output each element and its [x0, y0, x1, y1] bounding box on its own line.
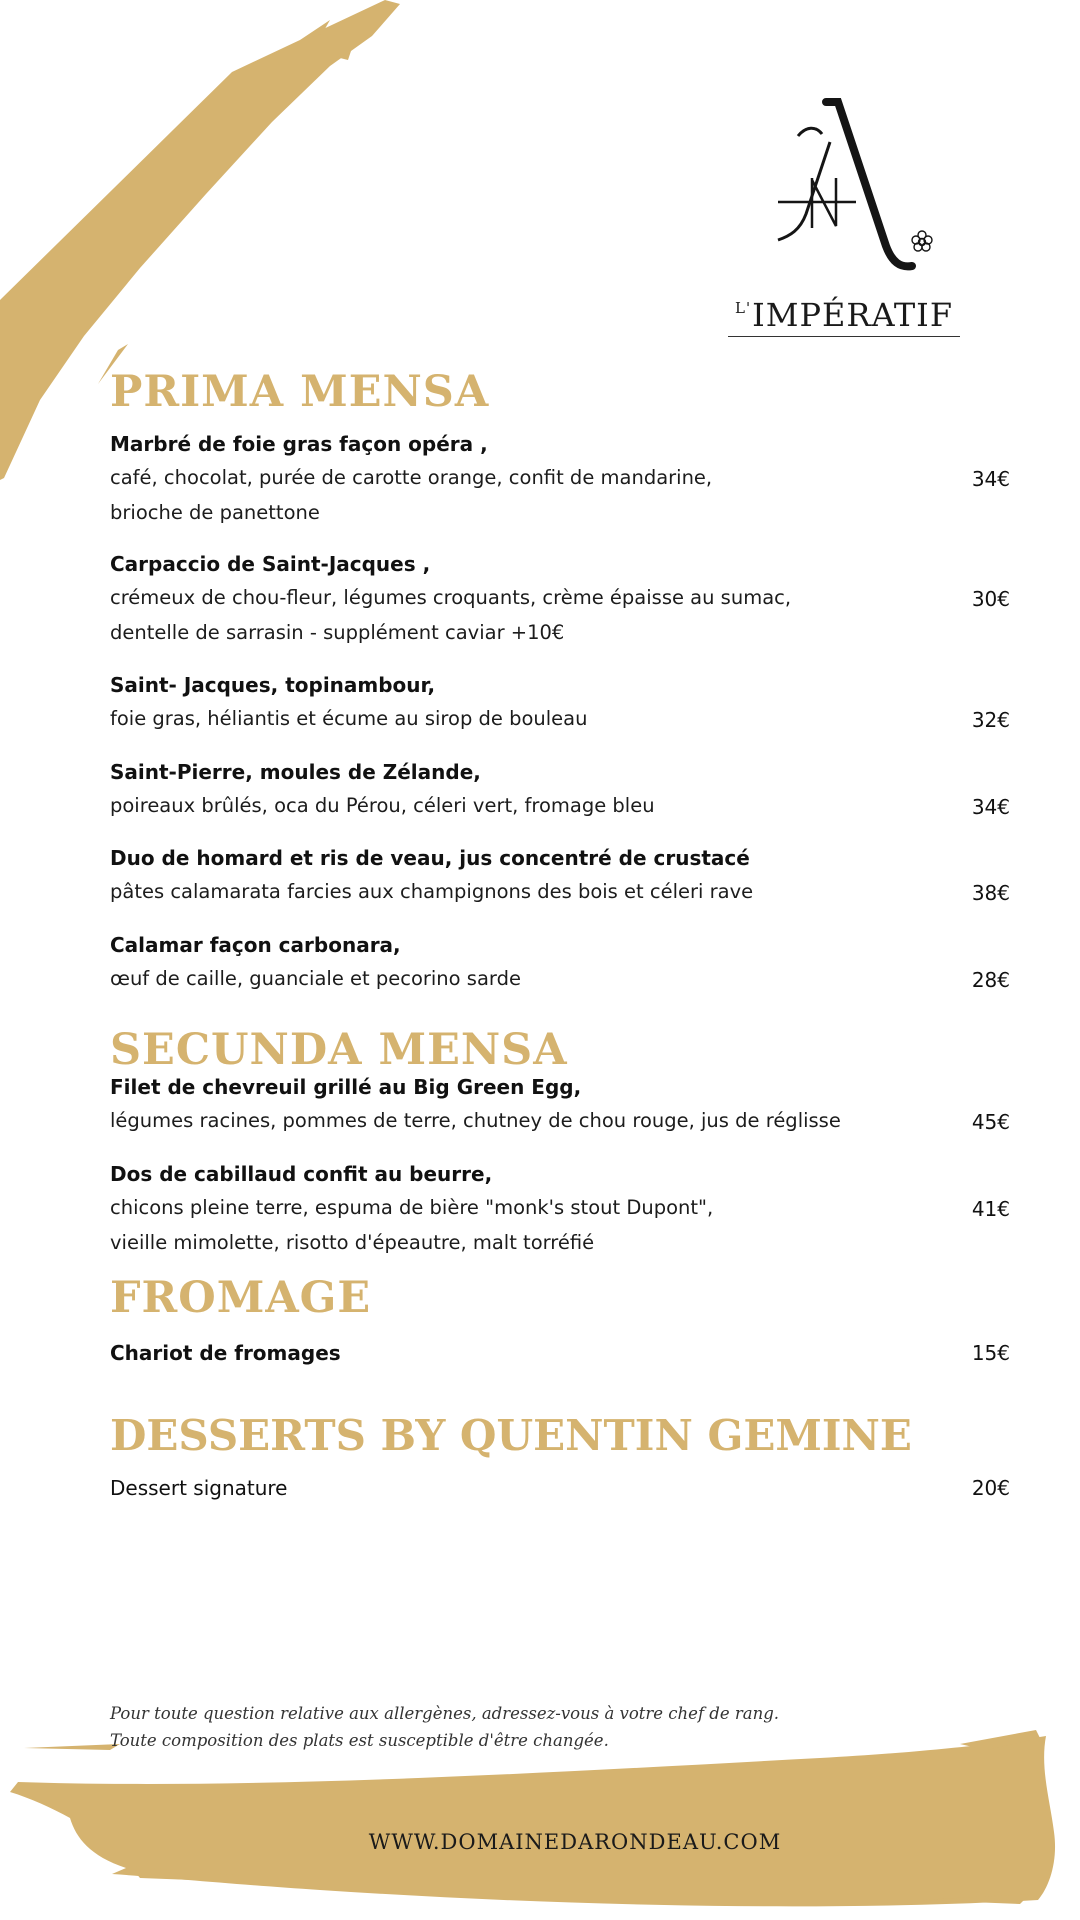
dish-description [110, 789, 1010, 824]
restaurant-logo [728, 96, 960, 348]
dish-description [110, 461, 1010, 530]
dish-price: 28€ [971, 968, 1010, 992]
dish-description [110, 702, 1010, 737]
desc-line: café, chocolat, purée de carotte orange, confit de mandarine, [110, 466, 713, 489]
dish-name-dessert-signature: Dessert signature [110, 1476, 288, 1500]
desc-line: légumes racines, pommes de terre, chutney de chou rouge, jus de réglisse [110, 1109, 841, 1132]
menu-item-carpaccio [110, 547, 1010, 650]
dish-name: Marbré de foie gras façon opéra , [110, 432, 488, 456]
wordmark-prefix: L' [734, 299, 752, 317]
section-title-desserts: DESSERTS BY QUENTIN GEMINE [110, 1411, 912, 1460]
website-link[interactable]: WWW.DOMAINEDARONDEAU.COM [368, 1830, 782, 1854]
note-line: Toute composition des plats est susceptible d'être changée. [110, 1731, 609, 1750]
desc-line: chicons pleine terre, espuma de bière "monk's stout Dupont", [110, 1196, 714, 1219]
dish-description [110, 962, 1010, 997]
wordmark-underline [728, 336, 960, 337]
dish-name: Dos de cabillaud confit au beurre, [110, 1162, 493, 1186]
menu-item-marbre [110, 427, 1010, 530]
dish-name-chariot-de-fromages: Chariot de fromages [110, 1341, 341, 1365]
dish-name: Calamar façon carbonara, [110, 933, 401, 957]
allergen-note [110, 1700, 810, 1754]
menu-item-saint-jacques [110, 668, 1010, 737]
dish-name: Filet de chevreuil grillé au Big Green Egg, [110, 1075, 582, 1099]
brush-stroke-bottom [10, 1736, 1055, 1906]
dish-name: Duo de homard et ris de veau, jus concentré de crustacé [110, 846, 750, 870]
desc-line: poireaux brûlés, oca du Pérou, céleri vert, fromage bleu [110, 794, 655, 817]
flower-icon [912, 231, 932, 251]
desc-line: pâtes calamarata farcies aux champignons des bois et céleri rave [110, 880, 754, 903]
desc-line: œuf de caille, guanciale et pecorino sarde [110, 967, 521, 990]
section-title-secunda-mensa: SECUNDA MENSA [110, 1025, 568, 1075]
dish-name: Saint-Pierre, moules de Zélande, [110, 760, 481, 784]
desc-line: crémeux de chou-fleur, légumes croquants, crème épaisse au sumac, [110, 586, 792, 609]
dish-description [110, 1104, 1010, 1139]
wordmark-text: IMPÉRATIF [752, 296, 954, 334]
wordmark [732, 296, 956, 334]
dish-price: 45€ [971, 1110, 1010, 1134]
dish-price: 34€ [971, 467, 1010, 491]
dish-price: 34€ [971, 795, 1010, 819]
menu-item-cabillaud [110, 1157, 1010, 1260]
dish-name: Carpaccio de Saint-Jacques , [110, 552, 431, 576]
desc-line: brioche de panettone [110, 500, 320, 524]
note-line: Pour toute question relative aux allergènes, adressez-vous à votre chef de rang. [110, 1704, 780, 1723]
dish-name: Saint- Jacques, topinambour, [110, 673, 436, 697]
dish-price: 30€ [971, 587, 1010, 611]
section-title-fromage: FROMAGE [110, 1273, 372, 1323]
menu-item-chevreuil [110, 1070, 1010, 1139]
desc-line: vieille mimolette, risotto d'épeautre, malt torréfié [110, 1230, 595, 1254]
section-title-prima-mensa: PRIMA MENSA [110, 367, 490, 417]
dish-price: 20€ [971, 1476, 1010, 1500]
dish-description [110, 581, 1010, 650]
dish-price: 32€ [971, 708, 1010, 732]
dish-price: 15€ [971, 1341, 1010, 1365]
desc-line: foie gras, héliantis et écume au sirop de bouleau [110, 707, 588, 730]
menu-item-calamar [110, 928, 1010, 997]
desc-line: dentelle de sarrasin - supplément caviar +10€ [110, 620, 565, 644]
dish-description [110, 1191, 1010, 1260]
menu-item-homard [110, 841, 1010, 910]
dish-description [110, 875, 1010, 910]
menu-item-saint-pierre [110, 755, 1010, 824]
dish-price: 38€ [971, 881, 1010, 905]
dish-price: 41€ [971, 1197, 1010, 1221]
